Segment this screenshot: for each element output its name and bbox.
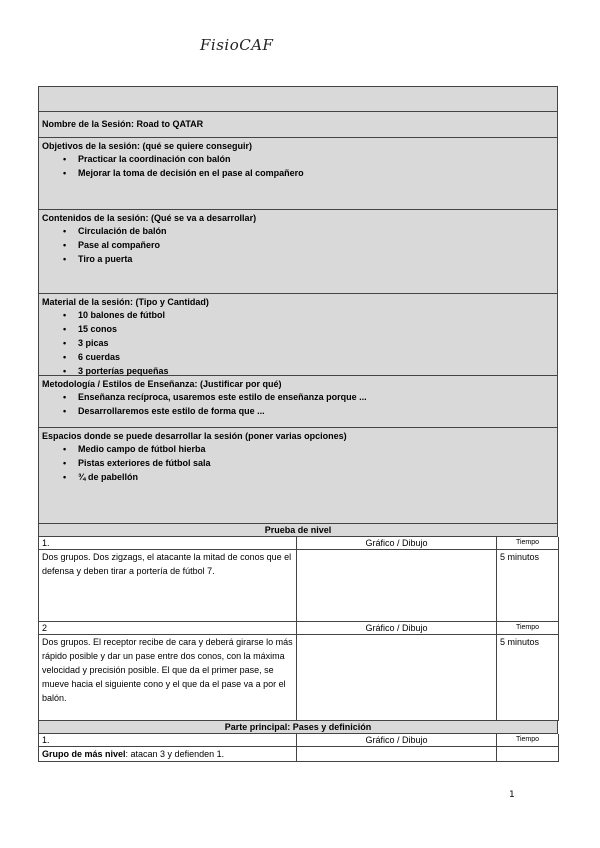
contents-title: Contenidos de la sesión: (Qué se va a desarrollar) (42, 213, 257, 223)
list-item: • 10 balones de fútbol (78, 308, 554, 322)
session-form (38, 86, 558, 762)
list-item: • 3 picas (78, 336, 554, 350)
main-part-header: Parte principal: Pases y definición (38, 721, 558, 734)
graphic-label: Gráfico / Dibujo (297, 622, 497, 635)
description-rest: : atacan 3 y defienden 1. (125, 749, 225, 759)
objectives-title: Objetivos de la sesión: (qué se quiere conseguir) (42, 141, 253, 151)
page-number: 1 (509, 790, 515, 800)
spaces-title: Espacios donde se puede desarrollar la sesión (poner varias opciones) (42, 431, 347, 441)
list-item: • Mejorar la toma de decisión en el pase al compañero (78, 166, 554, 180)
logo: FisioCAF (200, 36, 274, 54)
description-bold: Grupo de más nivel (42, 749, 126, 759)
objectives-list (42, 152, 554, 180)
list-item: • Circulación de balón (78, 224, 554, 238)
level-test-table (38, 537, 559, 721)
exercise-time: 5 minutos (497, 635, 559, 721)
methodology-title: Metodología / Estilos de Enseñanza: (Justificar por qué) (42, 379, 282, 389)
list-item: • Tiro a puerta (78, 252, 554, 266)
material-title: Material de la sesión: (Tipo y Cantidad) (42, 297, 209, 307)
list-item: • Pistas exteriores de fútbol sala (78, 456, 554, 470)
list-item: • Enseñanza recíproca, usaremos este estilo de enseñanza porque ... (78, 390, 554, 404)
list-item: • 3 porterías pequeñas (78, 364, 554, 378)
list-item: • 15 conos (78, 322, 554, 336)
session-name (38, 112, 558, 138)
exercise-number: 2 (39, 622, 297, 635)
spaces-section (38, 428, 558, 524)
exercise-description: Dos grupos. Dos zigzags, el atacante la mitad de conos que el defensa y deben tirar a portería de fútbol 7. (39, 550, 297, 622)
graphic-label: Gráfico / Dibujo (297, 734, 497, 747)
exercise-number: 1. (39, 734, 297, 747)
list-item: • 6 cuerdas (78, 350, 554, 364)
list-item: • Medio campo de fútbol hierba (78, 442, 554, 456)
contents-list (42, 224, 554, 266)
exercise-description: Dos grupos. El receptor recibe de cara y deberá girarse lo más rápido posible y dar un pase entre dos conos, con la máxima velocidad y precisión posible. El que da el primer pase, se mueve hacia el siguiente cono y el que da el pase va a por el balón. (39, 635, 297, 721)
material-list (42, 308, 554, 378)
list-item: • ¾ de pabellón (78, 470, 554, 484)
exercise-description (39, 747, 297, 762)
contents-section (38, 210, 558, 294)
list-item: • Desarrollaremos este estilo de forma que ... (78, 404, 554, 418)
graphic-area (297, 550, 497, 622)
graphic-label: Gráfico / Dibujo (297, 537, 497, 550)
methodology-section (38, 376, 558, 428)
time-label: Tiempo (497, 734, 559, 747)
exercise-time: 5 minutos (497, 550, 559, 622)
list-item: • Practicar la coordinación con balón (78, 152, 554, 166)
list-item: • Pase al compañero (78, 238, 554, 252)
time-label: Tiempo (497, 622, 559, 635)
graphic-area (297, 635, 497, 721)
header-empty-row (38, 86, 558, 112)
main-part-table (38, 734, 559, 762)
time-label: Tiempo (497, 537, 559, 550)
exercise-time (497, 747, 559, 762)
level-test-header: Prueba de nivel (38, 524, 558, 537)
graphic-area (297, 747, 497, 762)
material-section (38, 294, 558, 376)
methodology-list (42, 390, 554, 418)
session-name-text: Nombre de la Sesión: Road to QATAR (42, 119, 204, 129)
spaces-list (42, 442, 554, 484)
exercise-number: 1. (39, 537, 297, 550)
objectives-section (38, 138, 558, 210)
